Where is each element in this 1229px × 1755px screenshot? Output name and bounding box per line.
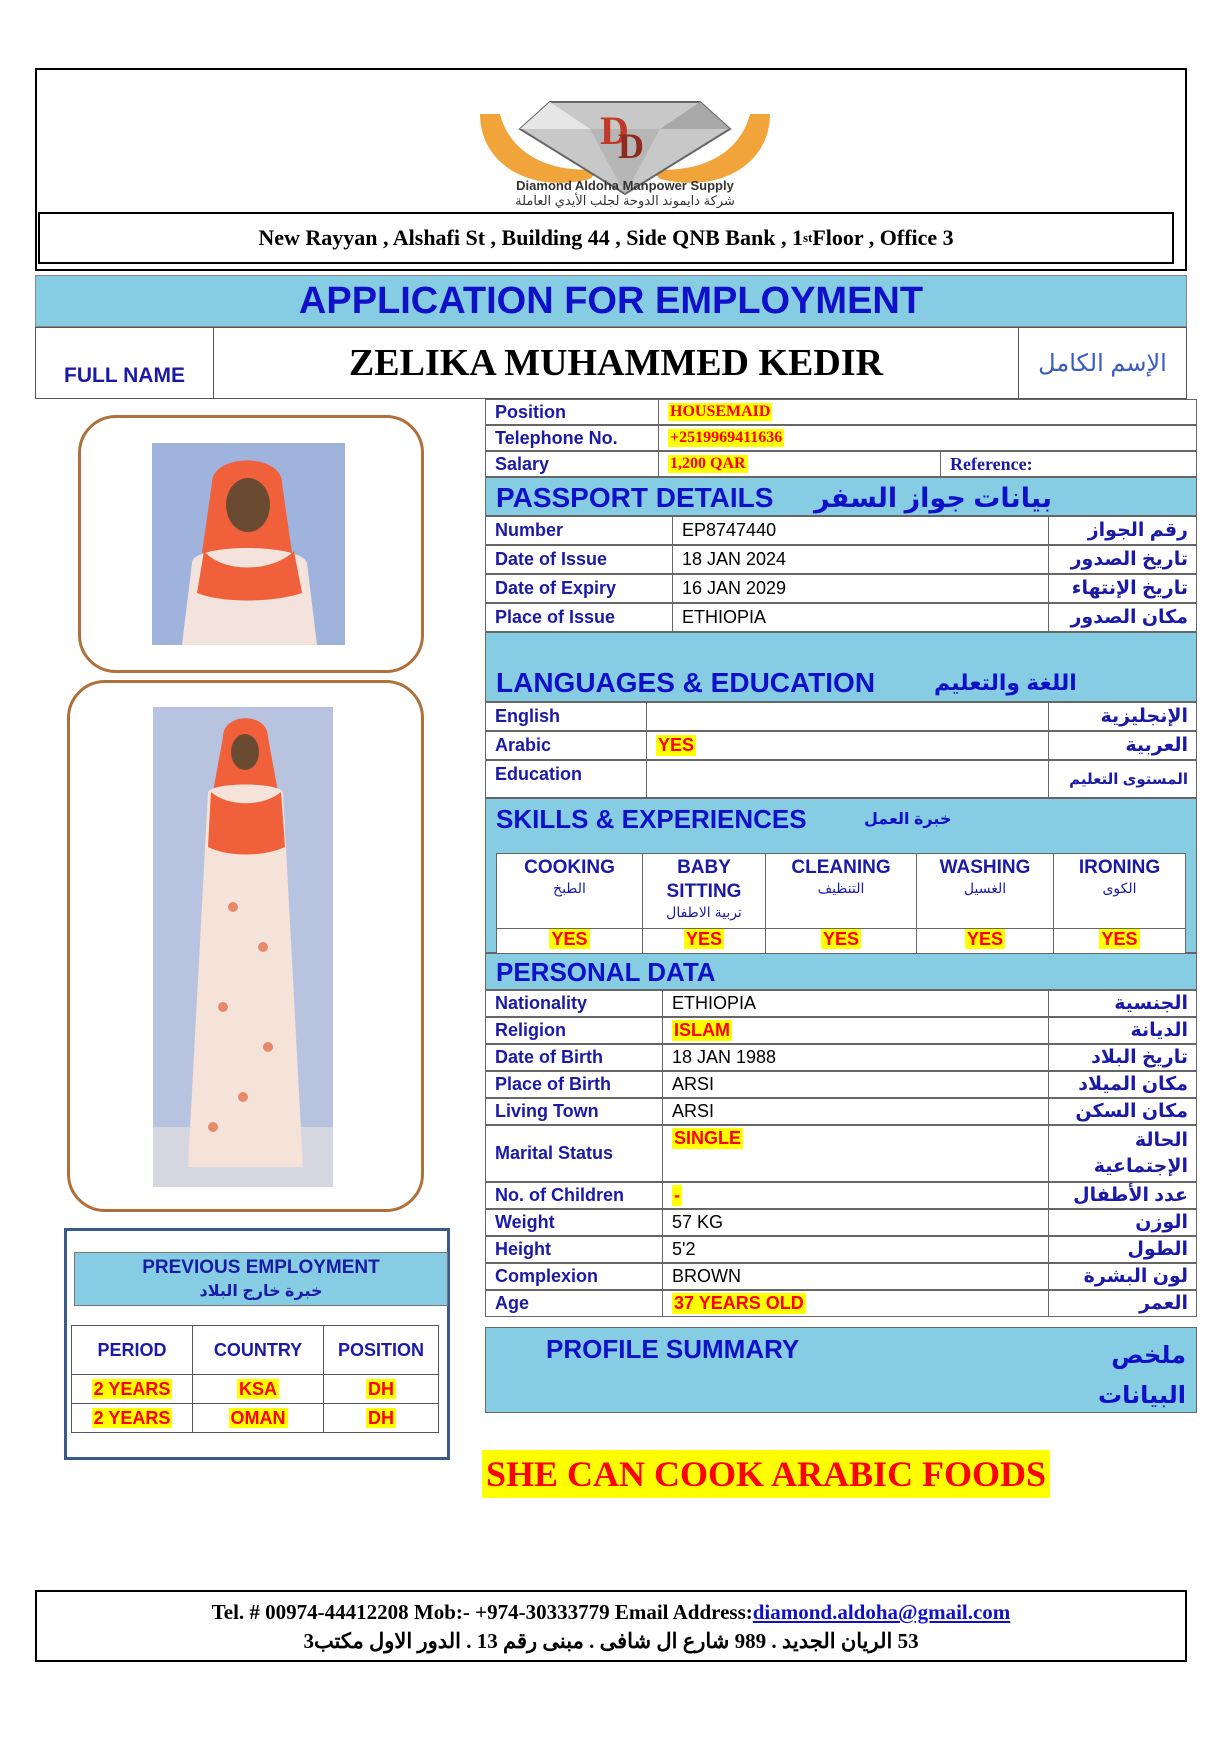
position-value: HOUSEMAID: [670, 403, 771, 420]
personal-field-value: SINGLE: [674, 1128, 742, 1148]
personal-heading: PERSONAL DATA: [496, 957, 716, 987]
footer-contact: [35, 1590, 1187, 1662]
passport-section-header: [485, 477, 1197, 516]
profile-heading: PROFILE SUMMARY: [546, 1334, 800, 1364]
table-row: [72, 1375, 439, 1404]
language-label: English: [495, 706, 561, 726]
skills-heading-ar: خبرة العمل: [864, 811, 952, 828]
personal-row: [485, 1098, 1197, 1125]
country-value: OMAN: [230, 1407, 286, 1428]
passport-field-value: 18 JAN 2024: [672, 546, 1048, 573]
cell-period: [72, 1404, 193, 1433]
cell-position: [324, 1404, 439, 1433]
passport-field-label-ar: رقم الجواز: [1048, 517, 1198, 544]
cell-period: [72, 1375, 193, 1404]
passport-row: [485, 603, 1197, 632]
passport-field-label-ar: تاريخ الصدور: [1048, 546, 1198, 573]
skill-value: YES: [966, 929, 1004, 949]
skill-name-ar: الكوى: [1102, 880, 1137, 896]
skill-cleaning: [766, 854, 917, 929]
personal-row: [485, 1263, 1197, 1290]
personal-row: [485, 1182, 1197, 1209]
language-row: [485, 760, 1197, 798]
telephone-cell: [658, 426, 1198, 450]
personal-field-value: ARSI: [662, 1072, 1048, 1097]
address-end: Floor , Office 3: [812, 225, 954, 250]
logo-company-ar: شركة دايموند الدوحة لجلب الأيدي العاملة: [515, 193, 735, 208]
passport-field-value: 16 JAN 2029: [672, 575, 1048, 602]
language-label-ar: الإنجليزية: [1048, 703, 1198, 730]
personal-row: [485, 1125, 1197, 1182]
passport-field-label: Date of Issue: [495, 549, 608, 569]
language-value: [646, 703, 1048, 730]
personal-field-label-ar: تاريخ البلاد: [1048, 1045, 1198, 1070]
page-title: APPLICATION FOR EMPLOYMENT: [35, 275, 1187, 327]
personal-field-label-ar: عدد الأطفال: [1048, 1183, 1198, 1208]
skill-name-ar: الغسيل: [963, 880, 1007, 896]
salary-cell: [658, 452, 940, 476]
skill-value: YES: [1101, 929, 1138, 949]
profile-heading-ar: ملخص البيانات: [1098, 1342, 1186, 1409]
skills-heading: SKILLS & EXPERIENCES: [496, 804, 807, 834]
position-value: DH: [368, 1378, 394, 1399]
full-name-value: ZELIKA MUHAMMED KEDIR: [214, 328, 1019, 398]
skill-name-ar: التنظيف: [817, 880, 865, 896]
skill-name: BABY SITTING: [666, 857, 742, 902]
company-address: [38, 212, 1174, 264]
previous-employment-title: PREVIOUS EMPLOYMENT: [142, 1257, 380, 1278]
footer-contact-text: Tel. # 00974-44412208 Mob:- +974-30333779 Email Address:: [211, 1600, 753, 1624]
personal-field-cell: [662, 1183, 1048, 1208]
passport-field-label: Date of Expiry: [495, 578, 617, 598]
skill-washing: [917, 854, 1054, 929]
passport-field-value: ETHIOPIA: [672, 604, 1048, 631]
salary-row: [485, 451, 1197, 477]
personal-row: [485, 1236, 1197, 1263]
passport-heading-ar: بيانات جواز السفر: [814, 483, 1052, 513]
personal-field-label-ar: الحالة الإجتماعية: [1048, 1126, 1198, 1181]
cell-position: [324, 1375, 439, 1404]
country-value: KSA: [238, 1378, 277, 1399]
personal-field-value: ISLAM: [674, 1020, 730, 1040]
email-link[interactable]: diamond.aldoha@gmail.com: [752, 1600, 1011, 1624]
personal-field-label: Complexion: [495, 1266, 599, 1286]
passport-row: [485, 516, 1197, 545]
table-row: [72, 1404, 439, 1433]
languages-section-header: [485, 632, 1197, 702]
personal-field-label-ar: لون البشرة: [1048, 1264, 1198, 1289]
address-sup: st: [802, 230, 813, 245]
personal-field-label-ar: العمر: [1048, 1291, 1198, 1316]
position-label: Position: [495, 401, 566, 422]
personal-field-label-ar: الطول: [1048, 1237, 1198, 1262]
personal-section-header: [485, 953, 1197, 990]
personal-field-label: Date of Birth: [495, 1047, 603, 1067]
personal-row: [485, 1290, 1197, 1317]
column-header-country: COUNTRY: [193, 1326, 324, 1375]
personal-field-label: Weight: [495, 1212, 555, 1232]
personal-row: [485, 1071, 1197, 1098]
passport-row: [485, 545, 1197, 574]
skill-value: YES: [551, 929, 588, 949]
full-name-label: FULL NAME: [36, 328, 214, 398]
passport-field-label: Number: [495, 520, 564, 540]
reference-label: Reference:: [940, 452, 1198, 476]
skill-baby-sitting: [643, 854, 766, 929]
skills-values-row: [497, 929, 1186, 956]
personal-field-value: BROWN: [662, 1264, 1048, 1289]
skill-value-cell: [643, 929, 766, 956]
personal-field-cell: [662, 1018, 1048, 1043]
skill-ironing: [1054, 854, 1186, 929]
personal-field-value: ETHIOPIA: [662, 991, 1048, 1016]
previous-employment-table: [71, 1325, 439, 1433]
skill-value-cell: [1054, 929, 1186, 956]
skill-cooking: [497, 854, 643, 929]
column-header-position: POSITION: [324, 1326, 439, 1375]
personal-field-label-ar: الوزن: [1048, 1210, 1198, 1235]
personal-field-label: Place of Birth: [495, 1074, 612, 1094]
personal-field-label: Height: [495, 1239, 551, 1259]
skills-names-row: [497, 854, 1186, 929]
languages-heading: LANGUAGES & EDUCATION: [496, 667, 876, 698]
column-header-period: PERIOD: [72, 1326, 193, 1375]
personal-field-value: 57 KG: [662, 1210, 1048, 1235]
personal-row: [485, 1209, 1197, 1236]
language-label: Arabic: [495, 735, 552, 755]
languages-heading-ar: اللغة والتعليم: [934, 670, 1077, 695]
passport-field-label: Place of Issue: [495, 607, 616, 627]
personal-field-value: -: [674, 1185, 680, 1205]
language-row: [485, 702, 1197, 731]
personal-field-cell: [662, 1126, 1048, 1181]
skill-name: WASHING: [939, 857, 1031, 878]
telephone-label: Telephone No.: [495, 427, 618, 448]
personal-field-label: Nationality: [495, 993, 588, 1013]
cell-country: [193, 1404, 324, 1433]
telephone-value: +2519969411636: [670, 429, 783, 446]
language-value: [646, 761, 1048, 797]
footer-contact-line: [37, 1598, 1185, 1627]
personal-field-value: 37 YEARS OLD: [674, 1293, 804, 1313]
skill-value-cell: [766, 929, 917, 956]
profile-summary: [485, 1327, 1197, 1413]
personal-field-value: 5'2: [662, 1237, 1048, 1262]
cell-country: [193, 1375, 324, 1404]
logo-company-en: Diamond Aldoha Manpower Supply: [516, 178, 734, 193]
salary-value: 1,200 QAR: [670, 455, 746, 472]
salary-label: Salary: [495, 453, 550, 474]
personal-field-label: Marital Status: [495, 1143, 614, 1163]
passport-field-label-ar: تاريخ الإنتهاء: [1048, 575, 1198, 602]
position-value: DH: [368, 1407, 394, 1428]
position-cell: [658, 400, 1198, 424]
skill-value-cell: [497, 929, 643, 956]
language-label-ar: العربية: [1048, 732, 1198, 759]
personal-field-label: Living Town: [495, 1101, 599, 1121]
period-value: 2 YEARS: [93, 1407, 171, 1428]
table-header-row: [72, 1326, 439, 1375]
skill-value: YES: [822, 929, 860, 949]
skill-value: YES: [685, 929, 723, 949]
personal-field-value: 18 JAN 1988: [662, 1045, 1048, 1070]
personal-row: [485, 990, 1197, 1017]
personal-field-label-ar: مكان السكن: [1048, 1099, 1198, 1124]
personal-field-cell: [662, 1291, 1048, 1316]
personal-field-label-ar: الجنسية: [1048, 991, 1198, 1016]
personal-field-label: Age: [495, 1293, 530, 1313]
language-cell: [646, 732, 1048, 759]
skill-name-ar: تربية الاطفال: [666, 904, 742, 920]
skill-value-cell: [917, 929, 1054, 956]
passport-heading: PASSPORT DETAILS: [496, 482, 774, 513]
language-value: YES: [658, 735, 695, 755]
full-name-label-ar: الإسم الكامل: [1038, 349, 1167, 377]
skill-name: IRONING: [1078, 857, 1161, 878]
personal-field-label: No. of Children: [495, 1185, 624, 1205]
previous-employment-title-ar: خبرة خارج البلاد: [199, 1283, 323, 1300]
telephone-row: [485, 425, 1197, 451]
footer-address-ar: 53 الريان الجديد . 989 شارع ال شافى . مبنى رقم 13 . الدور الاول مكتب3: [303, 1629, 919, 1653]
personal-row: [485, 1017, 1197, 1044]
personal-field-label: Religion: [495, 1020, 566, 1040]
language-row: [485, 731, 1197, 760]
passport-field-label-ar: مكان الصدور: [1048, 604, 1198, 631]
skill-name: CLEANING: [791, 857, 891, 878]
previous-employment-heading: [74, 1252, 448, 1306]
address-text: New Rayyan , Alshafi St , Building 44 , Side QNB Bank , 1: [258, 225, 803, 250]
portrait-photo: [152, 443, 345, 645]
period-value: 2 YEARS: [93, 1378, 171, 1399]
company-logo: [440, 74, 810, 214]
full-body-photo: [153, 707, 333, 1187]
personal-field-label-ar: مكان الميلاد: [1048, 1072, 1198, 1097]
profile-tagline: SHE CAN COOK ARABIC FOODS: [482, 1450, 1050, 1498]
language-label-ar: المستوى التعليم: [1048, 761, 1198, 797]
passport-row: [485, 574, 1197, 603]
personal-field-label-ar: الديانة: [1048, 1018, 1198, 1043]
personal-field-value: ARSI: [662, 1099, 1048, 1124]
skill-name: COOKING: [524, 857, 615, 878]
language-label: Education: [495, 764, 583, 784]
skill-name-ar: الطبخ: [553, 880, 586, 896]
personal-row: [485, 1044, 1197, 1071]
full-name-row: [35, 327, 1187, 399]
skills-table: [496, 853, 1186, 956]
position-row: [485, 399, 1197, 425]
passport-field-value: EP8747440: [672, 517, 1048, 544]
svg-text:D: D: [618, 126, 644, 166]
svg-text:D: D: [600, 108, 629, 153]
